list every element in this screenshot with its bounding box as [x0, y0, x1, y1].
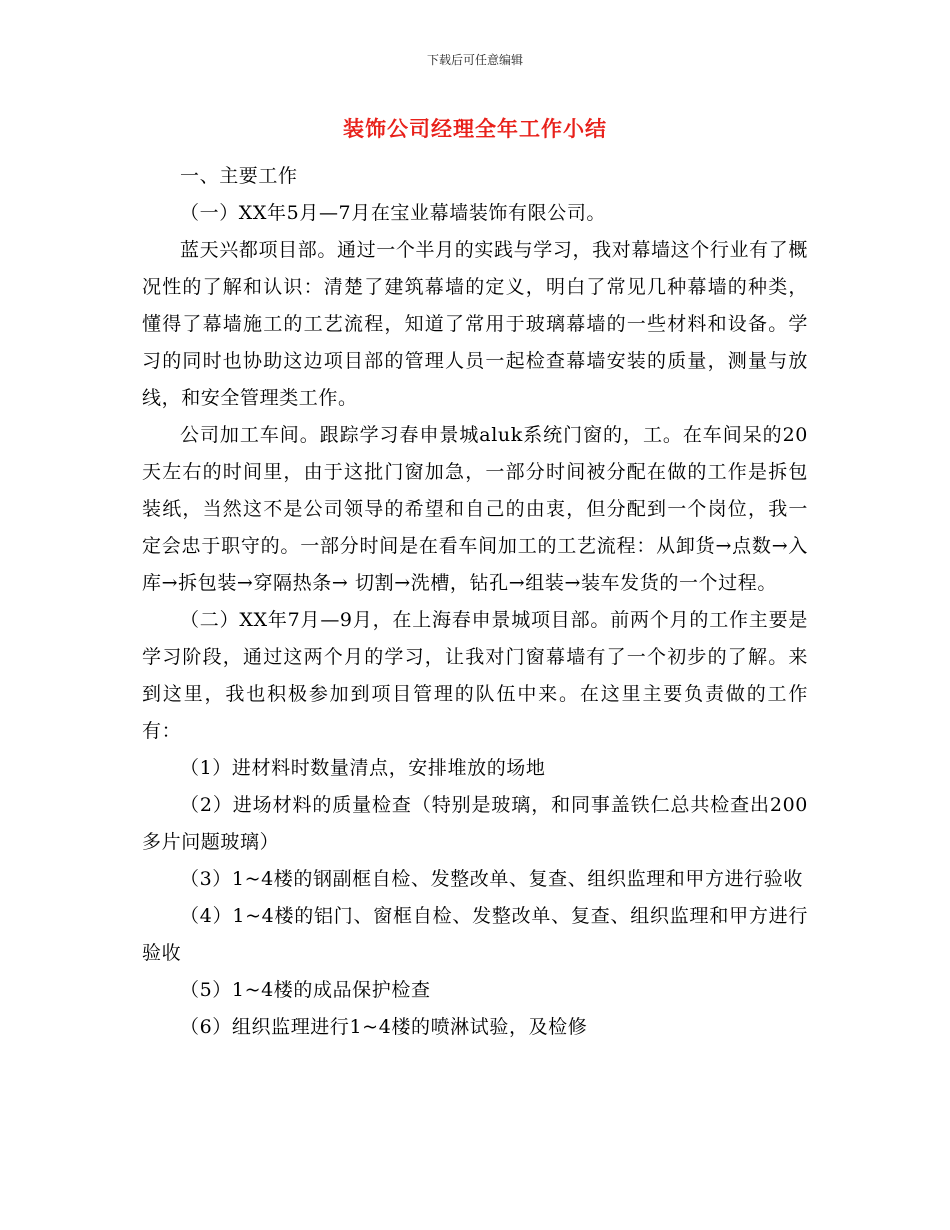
list-item: （4）1~4楼的铝门、窗框自检、发整改单、复查、组织监理和甲方进行验收: [142, 905, 808, 964]
document-title: 装饰公司经理全年工作小结: [343, 116, 607, 141]
list-item: （6）组织监理进行1~4楼的喷淋试验，及检修: [180, 1016, 588, 1038]
paragraph: 蓝天兴都项目部。通过一个半月的实践与学习，我对幕墙这个行业有了概况性的了解和认识：清楚了建筑幕墙的定义，明白了常见几种幕墙的种类，懂得了幕墙施工的工艺流程，知道了常用于玻璃幕墙的一些材料和设备。学习的同时也协助这边项目部的管理人员一起检查幕墙安装的质量，测量与放线，和安全管理类工作。: [142, 239, 808, 409]
paragraph: （一）XX年5月—7月在宝业幕墙装饰有限公司。: [180, 202, 607, 224]
list-item: （3）1~4楼的钢副框自检、发整改单、复查、组织监理和甲方进行验收: [180, 868, 803, 890]
section-heading: 一、主要工作: [180, 165, 298, 187]
paragraph: （二）XX年7月—9月，在上海春申景城项目部。前两个月的工作主要是学习阶段，通过这两个月的学习，让我对门窗幕墙有了一个初步的了解。来到这里，我也积极参加到项目管理的队伍中来。在这里主要负责做的工作有：: [142, 609, 808, 742]
page-header: 下载后可任意编辑: [426, 53, 523, 67]
list-item: （2）进场材料的质量检查（特别是玻璃，和同事盖铁仁总共检查出200多片问题玻璃）: [142, 794, 808, 853]
document-body: [142, 158, 808, 1046]
paragraph: 公司加工车间。跟踪学习春申景城aluk系统门窗的，工。在车间呆的20天左右的时间里，由于这批门窗加急，一部分时间被分配在做的工作是拆包装纸，当然这不是公司领导的希望和自己的由衷，但分配到一个岗位，我一定会忠于职守的。一部分时间是在看车间加工的工艺流程：从卸货→点数→入库→拆包装→穿隔热条→ 切割→洗槽，钻孔→组装→装车发货的一个过程。: [142, 424, 808, 594]
list-item: （5）1~4楼的成品保护检查: [180, 979, 431, 1001]
list-item: （1）进材料时数量清点，安排堆放的场地: [180, 757, 546, 779]
